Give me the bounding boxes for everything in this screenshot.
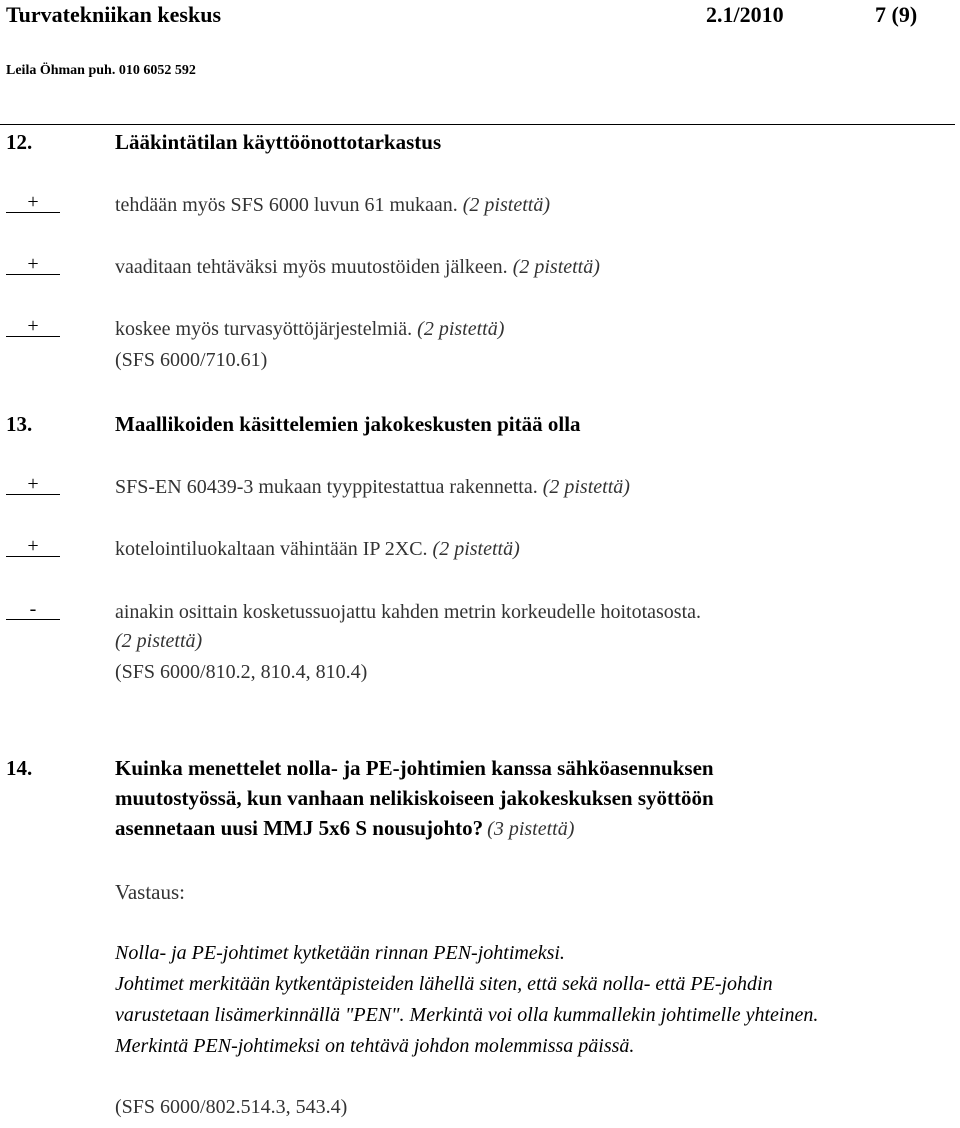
header-rule: [0, 124, 955, 125]
answer-item-text: ainakin osittain kosketussuojattu kahden metrin korkeudelle hoitotasosta.: [115, 601, 701, 623]
standard-reference-13: (SFS 6000/810.2, 810.4, 810.4): [115, 661, 368, 683]
answer-line: Merkintä PEN-johtimeksi on tehtävä johdon molemmissa päissä.: [115, 1035, 635, 1057]
answer-mark: +: [6, 194, 60, 213]
answer-item: [6, 191, 60, 213]
item-text: koskee myös turvasyöttöjärjestelmiä.: [115, 318, 413, 340]
item-points: (2 pistettä): [512, 256, 600, 278]
answer-item: [6, 598, 60, 620]
standard-reference-12: (SFS 6000/710.61): [115, 349, 268, 371]
item-points: (2 pistettä): [417, 318, 505, 340]
contact-info: Leila Öhman puh. 010 6052 592: [6, 63, 196, 78]
answer-item-text: [115, 318, 504, 341]
answer-mark: +: [6, 538, 60, 557]
question-title-13: Maallikoiden käsittelemien jakokeskusten pitää olla: [115, 412, 581, 436]
answer-label: Vastaus:: [115, 880, 185, 904]
question-title-line: [115, 816, 574, 841]
question-title-text: asennetaan uusi MMJ 5x6 S nousujohto?: [115, 816, 484, 840]
page-number: 7 (9): [875, 2, 918, 27]
answer-item-text: [115, 538, 520, 561]
question-number-13: 13.: [6, 412, 33, 436]
question-points: (3 pistettä): [487, 818, 575, 840]
answer-line: varustetaan lisämerkinnällä "PEN". Merkintä voi olla kummallekin johtimelle yhteinen.: [115, 1004, 819, 1026]
question-title-12: Lääkintätilan käyttöönottotarkastus: [115, 130, 442, 154]
answer-item-text: [115, 194, 550, 217]
answer-mark: +: [6, 318, 60, 337]
question-title-line: muutostyössä, kun vanhaan nelikiskoiseen jakokeskuksen syöttöön: [115, 786, 714, 810]
answer-item: [6, 253, 60, 275]
answer-mark: -: [6, 601, 60, 620]
item-text: vaaditaan tehtäväksi myös muutostöiden jälkeen.: [115, 256, 508, 278]
answer-line: Johtimet merkitään kytkentäpisteiden lähellä siten, että sekä nolla- että PE-johdin: [115, 973, 773, 995]
answer-item: [6, 315, 60, 337]
item-points: (2 pistettä): [432, 538, 520, 560]
answer-item-text: [115, 256, 600, 279]
answer-mark: +: [6, 256, 60, 275]
item-points: (2 pistettä): [542, 476, 630, 498]
question-number-12: 12.: [6, 130, 33, 154]
item-points: (2 pistettä): [462, 194, 550, 216]
item-text: kotelointiluokaltaan vähintään IP 2XC.: [115, 538, 428, 560]
answer-item-text: [115, 476, 630, 499]
answer-mark: +: [6, 476, 60, 495]
question-number-14: 14.: [6, 756, 33, 780]
item-text: tehdään myös SFS 6000 luvun 61 mukaan.: [115, 194, 458, 216]
item-points: (2 pistettä): [115, 630, 203, 652]
question-title-line: Kuinka menettelet nolla- ja PE-johtimien kanssa sähköasennuksen: [115, 756, 714, 780]
item-text: SFS-EN 60439-3 mukaan tyyppitestattua rakennetta.: [115, 476, 538, 498]
organization-name: Turvatekniikan keskus: [6, 2, 222, 27]
answer-item: [6, 473, 60, 495]
standard-reference-14: (SFS 6000/802.514.3, 543.4): [115, 1096, 348, 1118]
issue-number: 2.1/2010: [706, 2, 784, 27]
answer-line: Nolla- ja PE-johtimet kytketään rinnan PEN-johtimeksi.: [115, 942, 565, 964]
answer-item: [6, 535, 60, 557]
